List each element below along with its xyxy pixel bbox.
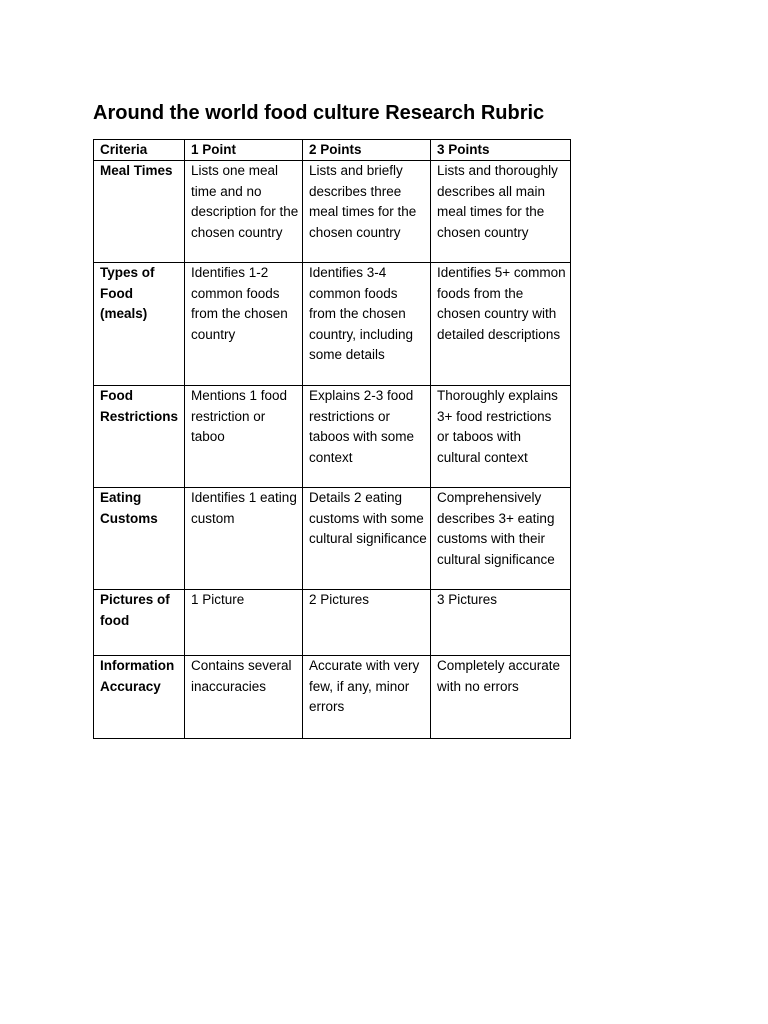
one-point-cell: Identifies 1 eating custom [185, 488, 303, 590]
three-points-cell: 3 Pictures [431, 590, 571, 656]
table-row [94, 656, 571, 739]
three-points-cell: Comprehensively describes 3+ eating customs with their cultural significance [431, 488, 571, 590]
criteria-cell: Types of Food (meals) [94, 263, 185, 386]
table-header-row [94, 140, 571, 161]
three-points-cell: Identifies 5+ common foods from the chosen country with detailed descriptions [431, 263, 571, 386]
criteria-cell: Information Accuracy [94, 656, 185, 739]
one-point-cell: Identifies 1-2 common foods from the chosen country [185, 263, 303, 386]
table-row [94, 590, 571, 656]
criteria-cell: Food Restrictions [94, 386, 185, 488]
three-points-cell: Thoroughly explains 3+ food restrictions or taboos with cultural context [431, 386, 571, 488]
two-points-cell: Identifies 3-4 common foods from the chosen country, including some details [303, 263, 431, 386]
page-title: Around the world food culture Research Rubric [93, 102, 545, 124]
header-criteria: Criteria [94, 140, 185, 161]
header-3-points: 3 Points [431, 140, 571, 161]
rubric-table [93, 139, 571, 739]
two-points-cell: 2 Pictures [303, 590, 431, 656]
table-row [94, 386, 571, 488]
header-2-points: 2 Points [303, 140, 431, 161]
one-point-cell: 1 Picture [185, 590, 303, 656]
table-row [94, 488, 571, 590]
two-points-cell: Details 2 eating customs with some cultural significance [303, 488, 431, 590]
criteria-cell: Eating Customs [94, 488, 185, 590]
two-points-cell: Accurate with very few, if any, minor errors [303, 656, 431, 739]
one-point-cell: Mentions 1 food restriction or taboo [185, 386, 303, 488]
one-point-cell: Contains several inaccuracies [185, 656, 303, 739]
table-row [94, 263, 571, 386]
criteria-cell: Pictures of food [94, 590, 185, 656]
table-row [94, 161, 571, 263]
one-point-cell: Lists one meal time and no description for the chosen country [185, 161, 303, 263]
two-points-cell: Lists and briefly describes three meal times for the chosen country [303, 161, 431, 263]
two-points-cell: Explains 2-3 food restrictions or taboos with some context [303, 386, 431, 488]
three-points-cell: Completely accurate with no errors [431, 656, 571, 739]
criteria-cell: Meal Times [94, 161, 185, 263]
header-1-point: 1 Point [185, 140, 303, 161]
three-points-cell: Lists and thoroughly describes all main meal times for the chosen country [431, 161, 571, 263]
